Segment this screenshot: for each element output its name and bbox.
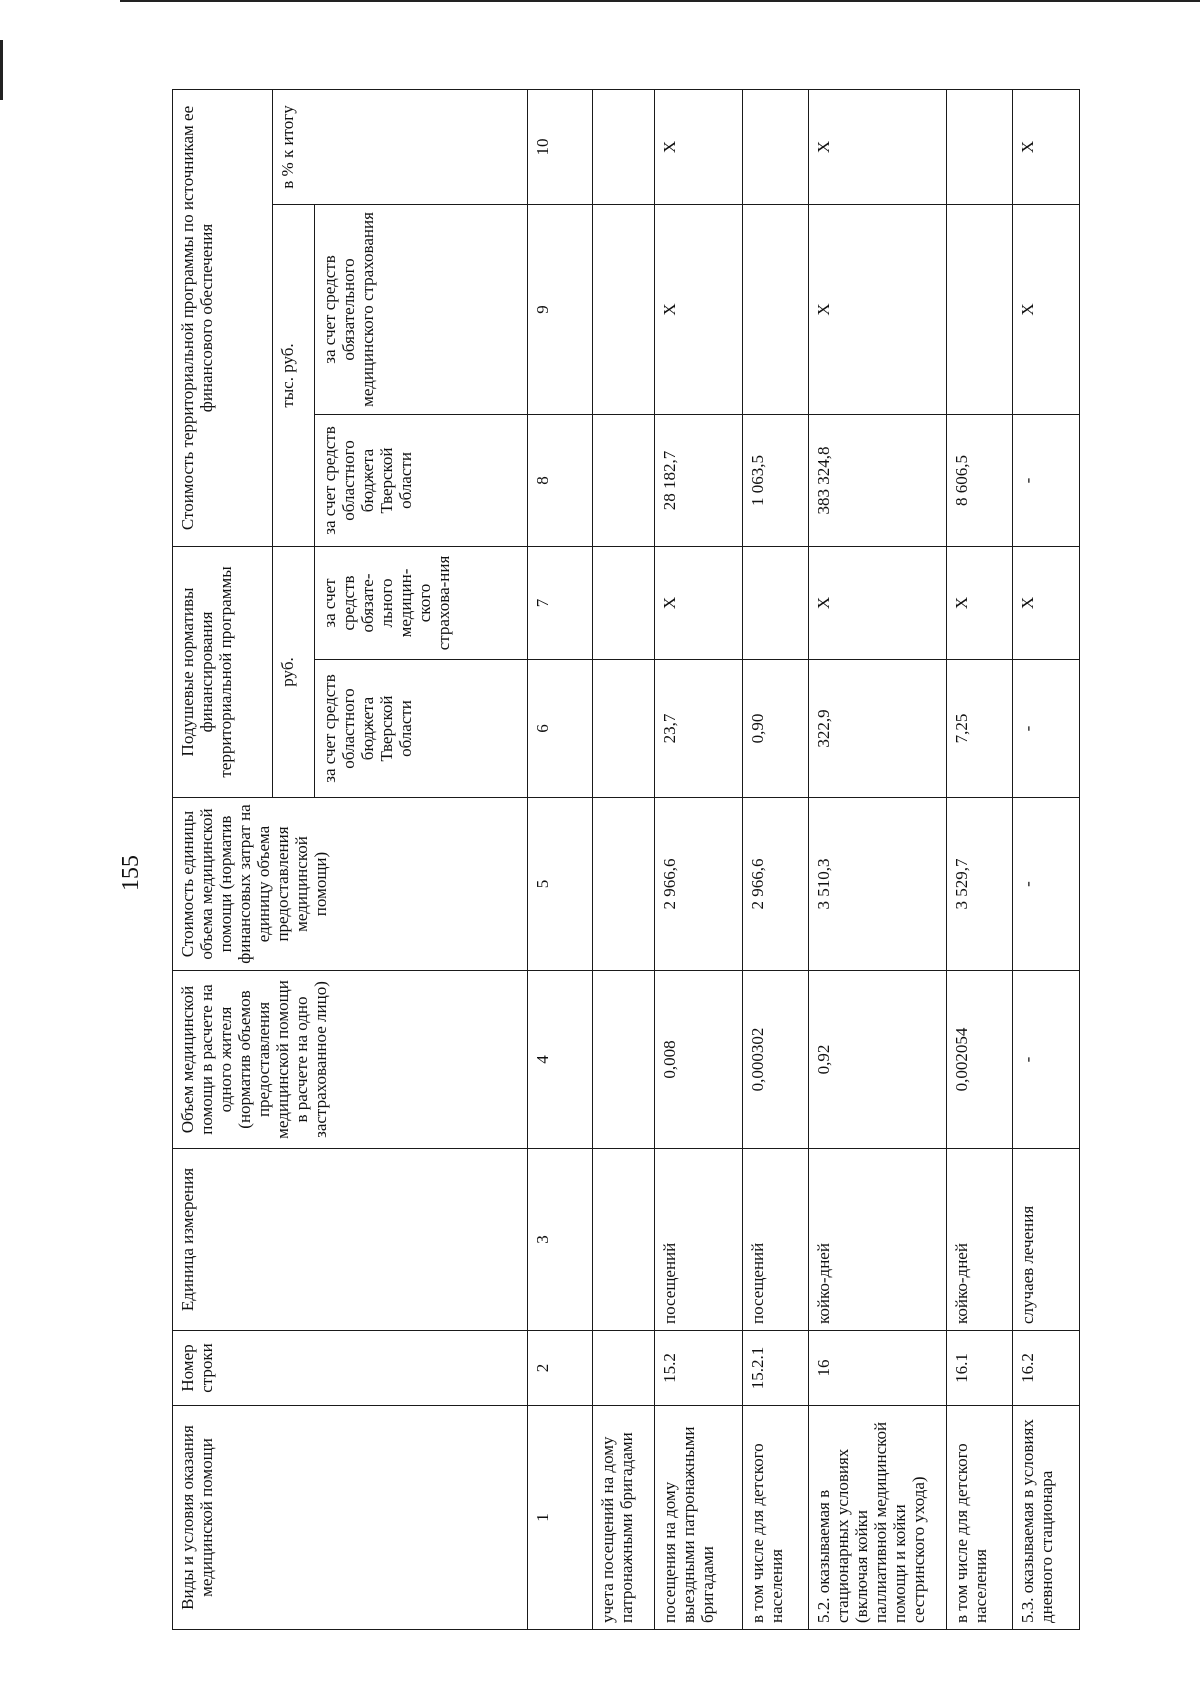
column-number: 7 [528,546,593,659]
row-kind: учета посещений на дому патронажными бригадами [592,1406,654,1630]
row-volume: 0,92 [809,971,946,1149]
row-unit: койко-дней [946,1149,1013,1331]
rotated-table-container [172,90,1080,1630]
column-number: 10 [528,89,593,204]
column-number: 3 [528,1149,593,1331]
row-unit-cost [592,798,654,971]
financing-table [172,89,1080,1630]
column-number: 8 [528,414,593,546]
column-number: 5 [528,798,593,971]
row-volume: - [1013,971,1080,1149]
row-volume [592,971,654,1149]
row-budget-cost: 1 063,5 [742,414,809,546]
column-number: 4 [528,971,593,1149]
row-volume: 0,002054 [946,971,1013,1149]
row-kind: 5.2. оказываемая в стационарных условиях (включая койки паллиативной медицинской помощи и койки сестринского ухода) [809,1406,946,1630]
row-kind: посещения на дому выездными патронажными бригадами [655,1406,742,1630]
header-program-cost: Стоимость территориальной программы по источникам ее финансового обеспечения [173,89,273,546]
row-line-number: 15.2.1 [742,1331,809,1406]
header-budget-cost: за счет средств областного бюджета Тверской области [314,414,527,546]
row-percent [946,89,1013,204]
column-number: 9 [528,204,593,414]
row-kind: в том числе для детского населения [742,1406,809,1630]
row-oms-per-capita [592,546,654,659]
row-line-number: 16 [809,1331,946,1406]
table-row [946,89,1013,1629]
row-unit-cost: 3 529,7 [946,798,1013,971]
header-kind: Виды и условия оказания медицинской помощи [173,1406,528,1630]
header-row-1 [173,89,273,1629]
row-percent: Х [655,89,742,204]
row-percent [592,89,654,204]
row-unit-cost: 3 510,3 [809,798,946,971]
row-unit: посещений [742,1149,809,1331]
column-number: 6 [528,660,593,798]
row-percent: Х [1013,89,1080,204]
table-row [1013,89,1080,1629]
column-number: 2 [528,1331,593,1406]
header-per-capita-norms: Подушевые нормативы финансирования территориальной программы [173,546,273,797]
row-budget-cost: 28 182,7 [655,414,742,546]
row-oms-cost: Х [809,204,946,414]
row-budget-per-capita: 23,7 [655,660,742,798]
table-row [655,89,742,1629]
header-unit-rub: руб. [272,546,314,797]
scan-edge-mark [120,0,1200,2]
table-row [742,89,809,1629]
row-oms-per-capita: Х [809,546,946,659]
row-oms-cost: Х [1013,204,1080,414]
header-budget-per-capita: за счет средств областного бюджета Тверской области [314,660,527,798]
row-line-number [592,1331,654,1406]
row-oms-per-capita [742,546,809,659]
row-line-number: 15.2 [655,1331,742,1406]
row-budget-per-capita [592,660,654,798]
row-unit: посещений [655,1149,742,1331]
row-oms-cost [946,204,1013,414]
row-oms-per-capita: Х [1013,546,1080,659]
row-budget-per-capita: 0,90 [742,660,809,798]
header-line-number: Номер строки [173,1331,528,1406]
row-unit-cost: - [1013,798,1080,971]
row-oms-per-capita: Х [655,546,742,659]
row-budget-per-capita: 322,9 [809,660,946,798]
row-unit-cost: 2 966,6 [742,798,809,971]
header-oms-per-capita: за счет средств обязате-льного медицин-ского страхова-ния [314,546,527,659]
row-oms-cost [592,204,654,414]
column-number: 1 [528,1406,593,1630]
row-oms-cost [742,204,809,414]
column-number-row [528,89,593,1629]
row-kind: в том числе для детского населения [946,1406,1013,1630]
row-budget-per-capita: - [1013,660,1080,798]
header-unit-cost: Стоимость единицы объема медицинской помощи (норматив финансовых затрат на единицу объема предоставления медицинской помощи) [173,798,528,971]
row-percent: Х [809,89,946,204]
header-oms-cost: за счет средств обязательного медицинского страхования [314,204,527,414]
row-budget-cost: 383 324,8 [809,414,946,546]
row-line-number: 16.2 [1013,1331,1080,1406]
table-row [592,89,654,1629]
row-budget-cost [592,414,654,546]
row-kind: 5.3. оказываемая в условиях дневного стационара [1013,1406,1080,1630]
header-volume: Объем медицинской помощи в расчете на одного жителя (норматив объемов предоставления медицинской помощи в расчете на одно застрахованное лицо) [173,971,528,1149]
row-volume: 0,000302 [742,971,809,1149]
page-number [111,853,151,893]
row-oms-per-capita: Х [946,546,1013,659]
header-unit: Единица измерения [173,1149,528,1331]
page-number-text: 155 [117,855,144,891]
row-unit: койко-дней [809,1149,946,1331]
row-unit-cost: 2 966,6 [655,798,742,971]
header-percent-of-total: в % к итогу [272,89,527,204]
row-line-number: 16.1 [946,1331,1013,1406]
row-budget-per-capita: 7,25 [946,660,1013,798]
row-oms-cost: Х [655,204,742,414]
table-row [809,89,946,1629]
row-unit [592,1149,654,1331]
row-unit: случаев лечения [1013,1149,1080,1331]
header-unit-thousand-rub: тыс. руб. [272,204,314,546]
scan-edge-mark [0,40,3,100]
row-budget-cost: 8 606,5 [946,414,1013,546]
row-volume: 0,008 [655,971,742,1149]
row-budget-cost: - [1013,414,1080,546]
row-percent [742,89,809,204]
